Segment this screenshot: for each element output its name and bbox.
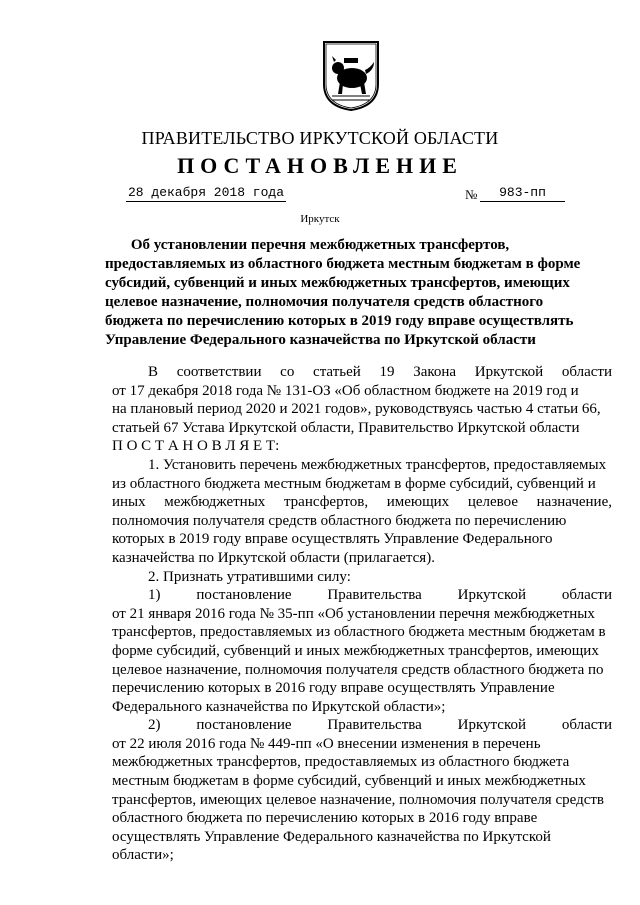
city: Иркутск — [300, 213, 340, 225]
body-line: 2) постановление Правительства Иркутской области — [148, 717, 612, 734]
title-line: субсидий, субвенций и иных межбюджетных трансфертов, имеющих — [105, 275, 570, 291]
body-line: от 22 июля 2016 года № 449-пп «О внесении изменения в перечень — [112, 735, 541, 752]
body-line: от 17 декабря 2018 года № 131-ОЗ «Об областном бюджете на 2019 год и — [112, 382, 579, 399]
body-line: форме субсидий, субвенций и иных межбюджетных трансфертов, имеющих — [112, 642, 599, 659]
body-line: осуществлять Управление Федерального казначейства по Иркутской — [112, 828, 551, 845]
body-line: области»; — [112, 847, 174, 864]
body-line: на плановый период 2020 и 2021 годов», руководствуясь частью 4 статьи 66, — [112, 401, 601, 418]
body-line: которых в 2019 году вправе осуществлять Управление Федерального — [112, 531, 553, 548]
title-line: бюджета по перечислению которых в 2019 году вправе осуществлять — [105, 313, 574, 329]
body-line: В соответствии со статьей 19 Закона Иркутской области — [148, 364, 612, 380]
body-line: полномочия получателя средств областного бюджета по перечислению — [112, 512, 567, 529]
body-line: от 21 января 2016 года № 35-пп «Об установлении перечня межбюджетных — [112, 605, 595, 622]
government-name: ПРАВИТЕЛЬСТВО ИРКУТСКОЙ ОБЛАСТИ — [141, 128, 499, 148]
document-body — [112, 363, 612, 865]
body-line: перечислению которых в 2016 году вправе осуществлять Управление — [112, 680, 555, 697]
title-line: Управление Федерального казначейства по Иркутской области — [105, 332, 536, 348]
document-title — [105, 236, 581, 350]
document-date: 28 декабря 2018 года — [127, 185, 285, 200]
body-line: областного бюджета по перечислению которых в 2016 году вправе — [112, 810, 538, 827]
title-line: предоставляемых из областного бюджета местным бюджетам в форме — [105, 256, 581, 272]
body-line: межбюджетных трансфертов, предоставляемых из областного бюджета — [112, 754, 570, 771]
body-line: казначейства по Иркутской области (прилагается). — [112, 549, 435, 566]
document-kind: ПОСТАНОВЛЕНИЕ — [177, 153, 463, 178]
title-line: целевое назначение, полномочия получателя средств областного — [105, 294, 544, 310]
body-line: иных межбюджетных трансфертов, имеющих целевое назначение, — [112, 494, 612, 511]
body-line: трансфертов, имеющих целевое назначение, полномочия получателя средств — [112, 791, 605, 808]
number-sign: № — [465, 187, 478, 202]
body-line: из областного бюджета местным бюджетам в форме субсидий, субвенций и — [112, 475, 596, 492]
document-number: 983-пп — [480, 185, 565, 202]
body-line: местным бюджетам в форме субсидий, субвенций и иных межбюджетных — [112, 773, 586, 790]
body-line: 1) постановление Правительства Иркутской области — [148, 587, 612, 604]
body-line: трансфертов, предоставляемых из областного бюджета местным бюджетам в — [112, 624, 606, 641]
resolution-word: П О С Т А Н О В Л Я Е Т: — [112, 438, 280, 455]
irkutsk-coat-of-arms — [322, 40, 380, 112]
body-line: 1. Установить перечень межбюджетных трансфертов, предоставляемых — [148, 456, 607, 473]
body-line: Федерального казначейства по Иркутской области»; — [112, 698, 446, 715]
title-line: Об установлении перечня межбюджетных трансфертов, — [130, 237, 510, 253]
body-line: целевое назначение, полномочия получателя средств областного бюджета по — [112, 661, 604, 678]
body-line: статьей 67 Устава Иркутской области, Правительство Иркутской области — [112, 419, 580, 436]
body-line: 2. Признать утратившими силу: — [148, 568, 351, 585]
